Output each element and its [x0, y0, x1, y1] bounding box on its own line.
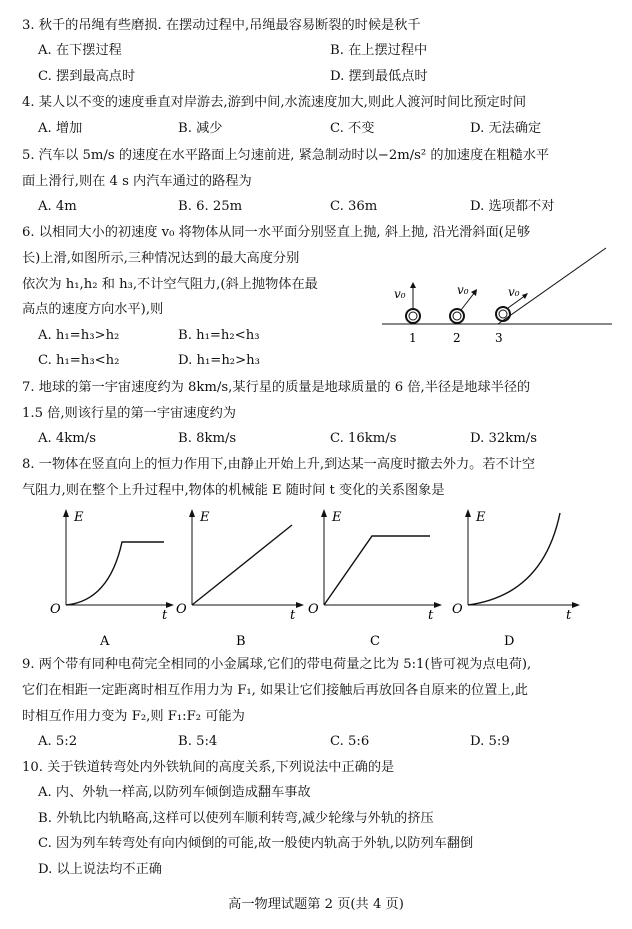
svg-text:t: t [162, 608, 168, 623]
ball-3-label: 3 [495, 331, 503, 345]
q8-graph-b [172, 505, 308, 651]
q3-option-b: B. 在上摆过程中 [330, 43, 428, 58]
q4-stem: 4. 某人以不变的速度垂直对岸游去,游到中间,水流速度加大,则此人渡河时间比预定时间 [22, 95, 527, 110]
q4-option-b: B. 减少 [178, 121, 223, 136]
q6-option-a: A. h₁=h₃>h₂ [38, 328, 120, 343]
q4-option-d: D. 无法确定 [470, 121, 542, 136]
q9-stem-line3: 时相互作用力变为 F₂,则 F₁:F₂ 可能为 [22, 709, 245, 724]
ball-1-v-label: v₀ [394, 287, 406, 301]
svg-text:O: O [176, 602, 187, 617]
graph-b-label: B [236, 634, 246, 649]
ball-3-v-label: v₀ [508, 285, 520, 299]
q7-stem-line1: 7. 地球的第一宇宙速度约为 8km/s,某行星的质量是地球质量的 6 倍,半径是地球半径的 [22, 380, 531, 395]
svg-text:O: O [308, 602, 319, 617]
q9-stem-line2: 它们在相距一定距离时相互作用力为 F₁, 如果让它们接触后再放回各自原来的位置上,此 [22, 683, 528, 698]
q8-stem-line1: 8. 一物体在竖直向上的恒力作用下,由静止开始上升,到达某一高度时撤去外力。若不计空 [22, 457, 536, 472]
svg-text:E: E [200, 510, 210, 525]
q7-option-b: B. 8km/s [178, 431, 237, 446]
graph-c-label: C [370, 634, 380, 649]
svg-text:t: t [290, 608, 296, 623]
q4-option-c: C. 不变 [330, 121, 375, 136]
q6-stem-line2: 长)上滑,如图所示,三种情况达到的最大高度分别 [22, 251, 300, 266]
q8-stem-line2: 气阻力,则在整个上升过程中,物体的机械能 E 随时间 t 变化的关系图象是 [22, 483, 445, 498]
q7-option-d: D. 32km/s [470, 431, 537, 446]
graph-b-line [192, 525, 292, 605]
q6-option-d: D. h₁=h₂>h₃ [178, 353, 260, 368]
q5-stem-line1: 5. 汽车以 5m/s 的速度在水平路面上匀速前进, 紧急制动时以−2m/s² 的加速度在粗糙水平 [22, 148, 550, 163]
q3-stem: 3. 秋千的吊绳有些磨损. 在摆动过程中,吊绳最容易断裂的时候是秋千 [22, 18, 421, 33]
svg-text:E: E [476, 510, 486, 525]
q5-option-b: B. 6. 25m [178, 199, 243, 214]
svg-text:O: O [50, 602, 61, 617]
q5-option-d: D. 选项都不对 [470, 199, 555, 214]
ball-2-label: 2 [453, 331, 461, 345]
svg-text:t: t [428, 608, 434, 623]
q10-option-a: A. 内、外轨一样高,以防列车倾倒造成翻车事故 [38, 785, 311, 800]
q3-option-d: D. 摆到最低点时 [330, 69, 428, 84]
svg-text:E: E [332, 510, 342, 525]
q9-option-a: A. 5:2 [38, 734, 78, 749]
q7-stem-line2: 1.5 倍,则该行星的第一宇宙速度约为 [22, 406, 236, 421]
q10-option-c: C. 因为列车转弯处有向内倾倒的可能,故一般使内轨高于外轨,以防列车翻倒 [38, 836, 474, 851]
q8-graph-c [304, 505, 450, 651]
q6-figure [380, 244, 616, 348]
q3-option-c: C. 摆到最高点时 [38, 69, 136, 84]
q5-option-c: C. 36m [330, 199, 378, 214]
q3-option-a: A. 在下摆过程 [38, 43, 122, 58]
q9-stem-line1: 9. 两个带有同种电荷完全相同的小金属球,它们的带电荷量之比为 5:1(皆可视为点电荷), [22, 657, 532, 672]
q6-stem-line3: 依次为 h₁,h₂ 和 h₃,不计空气阻力,(斜上抛物体在最 [22, 277, 318, 292]
graph-a-label: A [100, 634, 110, 649]
page-footer: 高一物理试题第 2 页(共 4 页) [228, 897, 404, 912]
q7-option-a: A. 4km/s [38, 431, 97, 446]
q8-graph-d [448, 505, 588, 651]
svg-text:O: O [452, 602, 463, 617]
graph-a-curve [66, 542, 164, 605]
q9-option-b: B. 5:4 [178, 734, 218, 749]
q9-option-d: D. 5:9 [470, 734, 510, 749]
ball-1 [406, 309, 420, 323]
q10-option-d: D. 以上说法均不正确 [38, 862, 162, 877]
svg-text:t: t [566, 608, 572, 623]
ball-3 [496, 307, 510, 321]
graph-c-curve [324, 536, 430, 605]
q10-option-b: B. 外轨比内轨略高,这样可以使列车顺利转弯,减少轮缘与外轨的挤压 [38, 811, 434, 826]
svg-text:E: E [74, 510, 84, 525]
q9-option-c: C. 5:6 [330, 734, 370, 749]
q5-option-a: A. 4m [38, 199, 77, 214]
q4-option-a: A. 增加 [38, 121, 83, 136]
graph-d-label: D [504, 634, 515, 649]
q8-graph-a [44, 505, 176, 651]
q7-option-c: C. 16km/s [330, 431, 397, 446]
q6-stem-line1: 6. 以相同大小的初速度 v₀ 将物体从同一水平面分别竖直上抛, 斜上抛, 沿光滑斜面(足够 [22, 225, 531, 240]
q10-stem: 10. 关于铁道转弯处内外铁轨间的高度关系,下列说法中正确的是 [22, 760, 395, 775]
q5-stem-line2: 面上滑行,则在 4 s 内汽车通过的路程为 [22, 174, 252, 189]
q6-option-b: B. h₁=h₂<h₃ [178, 328, 260, 343]
ball-2-v-label: v₀ [457, 283, 469, 297]
ball-2 [450, 309, 464, 323]
q6-option-c: C. h₁=h₃<h₂ [38, 353, 120, 368]
ball-1-label: 1 [409, 331, 417, 345]
q6-stem-line4: 高点的速度方向水平),则 [22, 302, 164, 317]
graph-d-curve [468, 513, 560, 605]
